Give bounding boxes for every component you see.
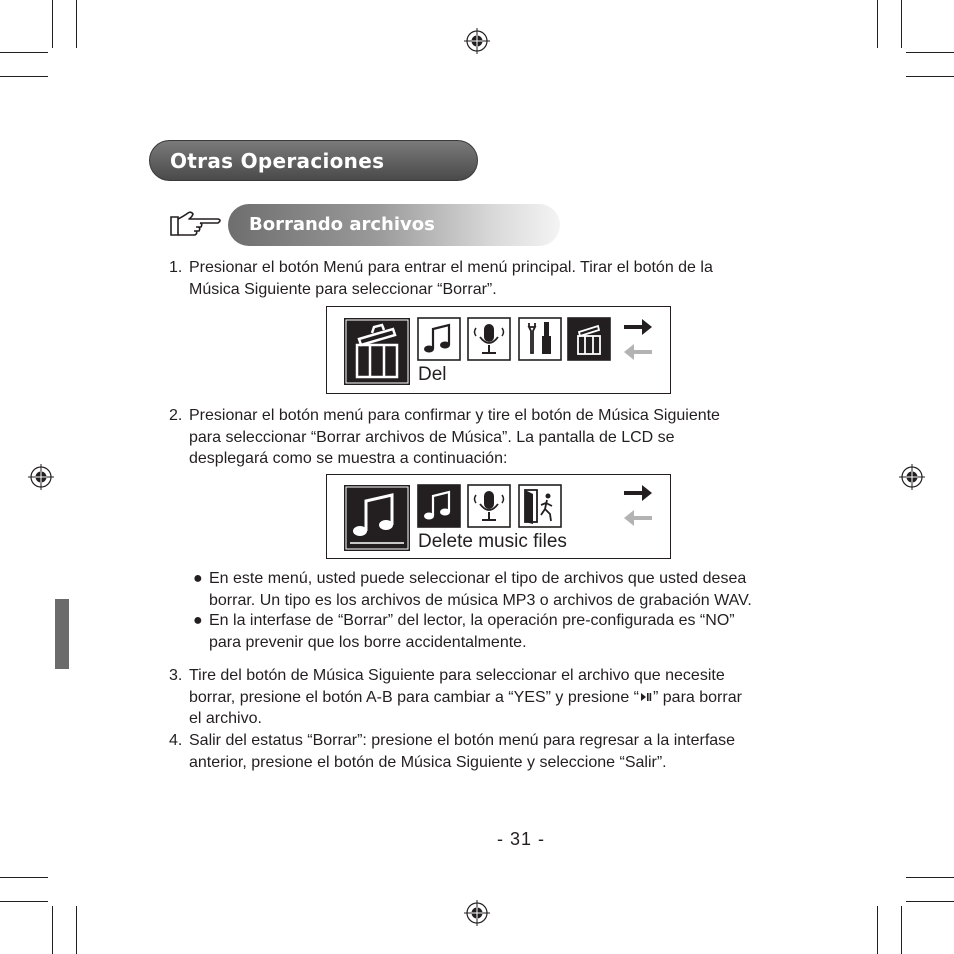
page-number: - 31 -	[497, 829, 546, 849]
step-number: 4.	[169, 732, 183, 749]
arrow-right-icon	[622, 483, 654, 503]
lcd-screen-main-menu	[326, 306, 671, 394]
pointing-hand-icon	[168, 209, 224, 239]
step-1	[169, 257, 809, 301]
tools-icon	[518, 317, 562, 361]
step-line: el archivo.	[189, 710, 262, 727]
trash-icon	[567, 317, 611, 361]
step-text: ” para borrar	[653, 688, 742, 706]
registration-mark-left	[28, 464, 54, 490]
arrow-left-icon	[622, 342, 654, 362]
music-note-icon	[344, 485, 410, 551]
step-line: Presionar el botón Menú para entrar el menú principal. Tirar el botón de la	[189, 259, 713, 276]
arrow-left-icon	[622, 508, 654, 528]
step-line: Música Siguiente para seleccionar “Borrar”.	[189, 280, 497, 298]
step-2	[169, 405, 809, 471]
bullet-item	[193, 568, 833, 612]
subsection-title: Borrando archivos	[249, 214, 435, 235]
arrow-right-icon	[622, 317, 654, 337]
step-text: borrar, presione el botón A-B para cambiar a “YES” y presione “	[189, 688, 639, 706]
step-line: Tire del botón de Música Siguiente para seleccionar el archivo que necesite	[189, 667, 725, 684]
bullet-line: En este menú, usted puede seleccionar el tipo de archivos que usted desea	[209, 570, 747, 587]
step-line: anterior, presione el botón de Música Siguiente y seleccione “Salir”.	[189, 753, 667, 771]
step-4	[169, 730, 814, 774]
bullet-item	[193, 610, 833, 654]
step-line: para seleccionar “Borrar archivos de Música”. La pantalla de LCD se	[189, 428, 675, 446]
bullet-dot: ●	[193, 612, 203, 629]
lcd-label: Delete music files	[418, 531, 567, 552]
bullet-line: borrar. Un tipo es los archivos de música MP3 o archivos de grabación WAV.	[209, 591, 752, 609]
step-3	[169, 665, 814, 731]
play-pause-icon	[640, 692, 652, 702]
lcd-screen-delete-music	[326, 474, 671, 559]
step-number: 1.	[169, 259, 183, 276]
bullet-dot: ●	[193, 570, 203, 587]
section-header	[149, 140, 478, 181]
microphone-icon	[467, 484, 511, 528]
step-number: 3.	[169, 667, 183, 684]
music-note-icon	[417, 317, 461, 361]
exit-door-icon	[518, 484, 562, 528]
music-note-icon	[417, 484, 461, 528]
trash-icon	[344, 318, 410, 385]
step-line: Salir del estatus “Borrar”: presione el botón menú para regresar a la interfase	[189, 732, 736, 749]
subsection-header	[228, 204, 560, 246]
lcd-label: Del	[418, 364, 447, 385]
bullet-line: para prevenir que los borre accidentalmente.	[209, 633, 527, 651]
registration-mark-top	[464, 28, 490, 54]
step-number: 2.	[169, 407, 183, 424]
side-tab-marker	[55, 599, 69, 669]
section-title: Otras Operaciones	[170, 149, 385, 173]
microphone-icon	[467, 317, 511, 361]
step-line	[189, 687, 742, 709]
step-line: Presionar el botón menú para confirmar y tire el botón de Música Siguiente	[189, 407, 720, 424]
registration-mark-bottom	[464, 900, 490, 926]
registration-mark-right	[899, 464, 925, 490]
step-line: desplegará como se muestra a continuación:	[189, 450, 508, 467]
bullet-line: En la interfase de “Borrar” del lector, la operación pre-configurada es “NO”	[209, 612, 735, 629]
